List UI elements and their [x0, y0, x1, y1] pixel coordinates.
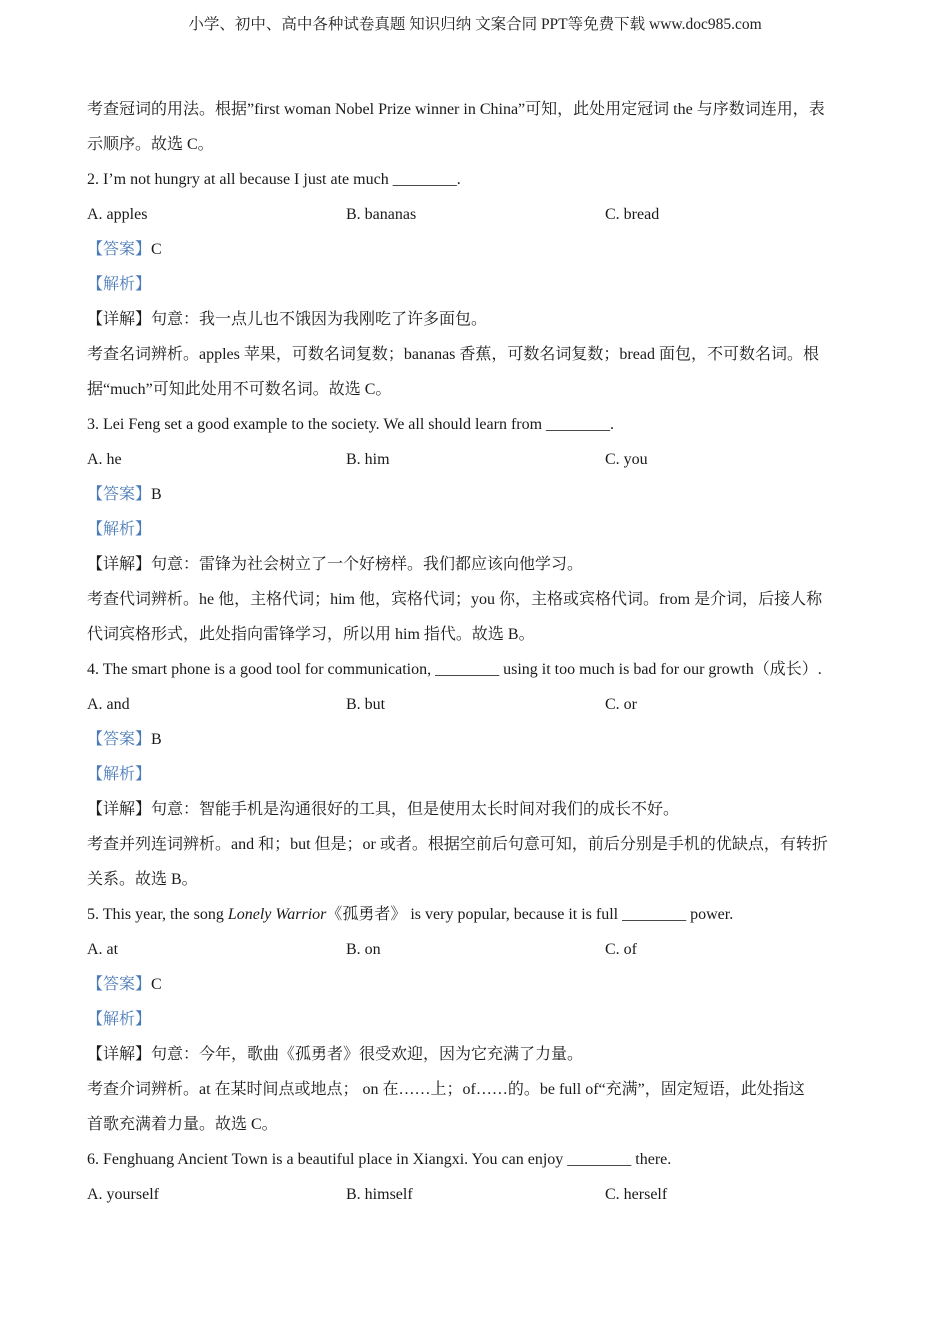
question-5-options — [87, 932, 867, 967]
analysis-tag: 【解析】 — [87, 766, 152, 783]
analysis-tag: 【解析】 — [87, 1011, 152, 1028]
question-3-answer — [87, 477, 867, 512]
question-2-options — [87, 197, 867, 232]
question-3-explain-2: 代词宾格形式，此处指向雷锋学习，所以用 him 指代。故选 B。 — [87, 626, 535, 643]
question-4-analysis — [87, 757, 867, 792]
question-5-option-c: C. of — [605, 941, 637, 958]
question-4-detail — [87, 792, 867, 827]
question-5-stem-pre: 5. This year, the song — [87, 906, 228, 923]
answer-tag: 【答案】 — [87, 976, 152, 993]
detail-tag: 【详解】 — [87, 311, 152, 328]
question-3-options — [87, 442, 867, 477]
question-5-stem — [87, 897, 867, 932]
answer-value: C — [151, 241, 162, 258]
answer-tag: 【答案】 — [87, 486, 152, 503]
detail-text: 句意：智能手机是沟通很好的工具，但是使用太长时间对我们的成长不好。 — [151, 801, 680, 818]
question-2-explain-1: 考查名词辨析。apples 苹果，可数名词复数；bananas 香蕉，可数名词复数；bread 面包，不可数名词。根 — [87, 346, 819, 363]
question-3-analysis — [87, 512, 867, 547]
question-5-analysis — [87, 1002, 867, 1037]
answer-tag: 【答案】 — [87, 731, 152, 748]
question-6-options — [87, 1177, 867, 1212]
question-6-option-c: C. herself — [605, 1186, 668, 1203]
question-3-detail — [87, 547, 867, 582]
question-4-answer — [87, 722, 867, 757]
answer-value: B — [151, 731, 162, 748]
question-5-stem-post: 《孤勇者》 is very popular, because it is full ________ power. — [326, 906, 734, 923]
question-2-detail — [87, 302, 867, 337]
question-4-option-c: C. or — [605, 696, 637, 713]
question-5-explain-1: 考查介词辨析。at 在某时间点或地点； on 在……上；of……的。be full of“充满”，固定短语，此处指这 — [87, 1081, 805, 1098]
question-3-option-c: C. you — [605, 451, 648, 468]
question-2-analysis — [87, 267, 867, 302]
page-header: 小学、初中、高中各种试卷真题 知识归纳 文案合同 PPT等免费下载 www.doc985.com — [188, 16, 762, 33]
question-3-stem: 3. Lei Feng set a good example to the society. We all should learn from ________. — [87, 416, 615, 433]
detail-tag: 【详解】 — [87, 1046, 152, 1063]
detail-tag: 【详解】 — [87, 801, 152, 818]
question-5-answer — [87, 967, 867, 1002]
question-3-option-b: B. him — [346, 451, 390, 468]
question-4-stem: 4. The smart phone is a good tool for communication, ________ using it too much is bad for our growth（成长）. — [87, 661, 822, 678]
detail-text: 句意：雷锋为社会树立了一个好榜样。我们都应该向他学习。 — [151, 556, 584, 573]
question-3-option-a: A. he — [87, 451, 122, 468]
question-2-option-a: A. apples — [87, 206, 148, 223]
question-2-answer — [87, 232, 867, 267]
question-2-stem: 2. I’m not hungry at all because I just ate much ________. — [87, 171, 461, 188]
question-2-option-b: B. bananas — [346, 206, 417, 223]
analysis-tag: 【解析】 — [87, 276, 152, 293]
question-4-option-a: A. and — [87, 696, 130, 713]
document-body — [87, 92, 867, 1212]
intro-line-2: 示顺序。故选 C。 — [87, 136, 214, 153]
question-4-option-b: B. but — [346, 696, 386, 713]
intro-line-1: 考查冠词的用法。根据”first woman Nobel Prize winner in China”可知，此处用定冠词 the 与序数词连用，表 — [87, 101, 825, 118]
answer-value: C — [151, 976, 162, 993]
question-5-option-b: B. on — [346, 941, 381, 958]
question-4-explain-1: 考查并列连词辨析。and 和；but 但是；or 或者。根据空前后句意可知，前后分别是手机的优缺点，有转折 — [87, 836, 828, 853]
question-5-detail — [87, 1037, 867, 1072]
question-6-stem: 6. Fenghuang Ancient Town is a beautiful place in Xiangxi. You can enjoy ________ there. — [87, 1151, 672, 1168]
detail-text: 句意：今年，歌曲《孤勇者》很受欢迎，因为它充满了力量。 — [151, 1046, 584, 1063]
answer-tag: 【答案】 — [87, 241, 152, 258]
question-5-song-title: Lonely Warrior — [227, 906, 327, 923]
question-2-option-c: C. bread — [605, 206, 660, 223]
question-5-option-a: A. at — [87, 941, 119, 958]
question-4-options — [87, 687, 867, 722]
answer-value: B — [151, 486, 162, 503]
question-6-option-a: A. yourself — [87, 1186, 159, 1203]
question-2-explain-2: 据“much”可知此处用不可数名词。故选 C。 — [87, 381, 392, 398]
detail-text: 句意：我一点儿也不饿因为我刚吃了许多面包。 — [151, 311, 488, 328]
detail-tag: 【详解】 — [87, 556, 152, 573]
question-6-option-b: B. himself — [346, 1186, 413, 1203]
analysis-tag: 【解析】 — [87, 521, 152, 538]
question-5-explain-2: 首歌充满着力量。故选 C。 — [87, 1116, 278, 1133]
question-4-explain-2: 关系。故选 B。 — [87, 871, 198, 888]
question-3-explain-1: 考查代词辨析。he 他，主格代词；him 他，宾格代词；you 你，主格或宾格代词。from 是介词，后接人称 — [87, 591, 823, 608]
